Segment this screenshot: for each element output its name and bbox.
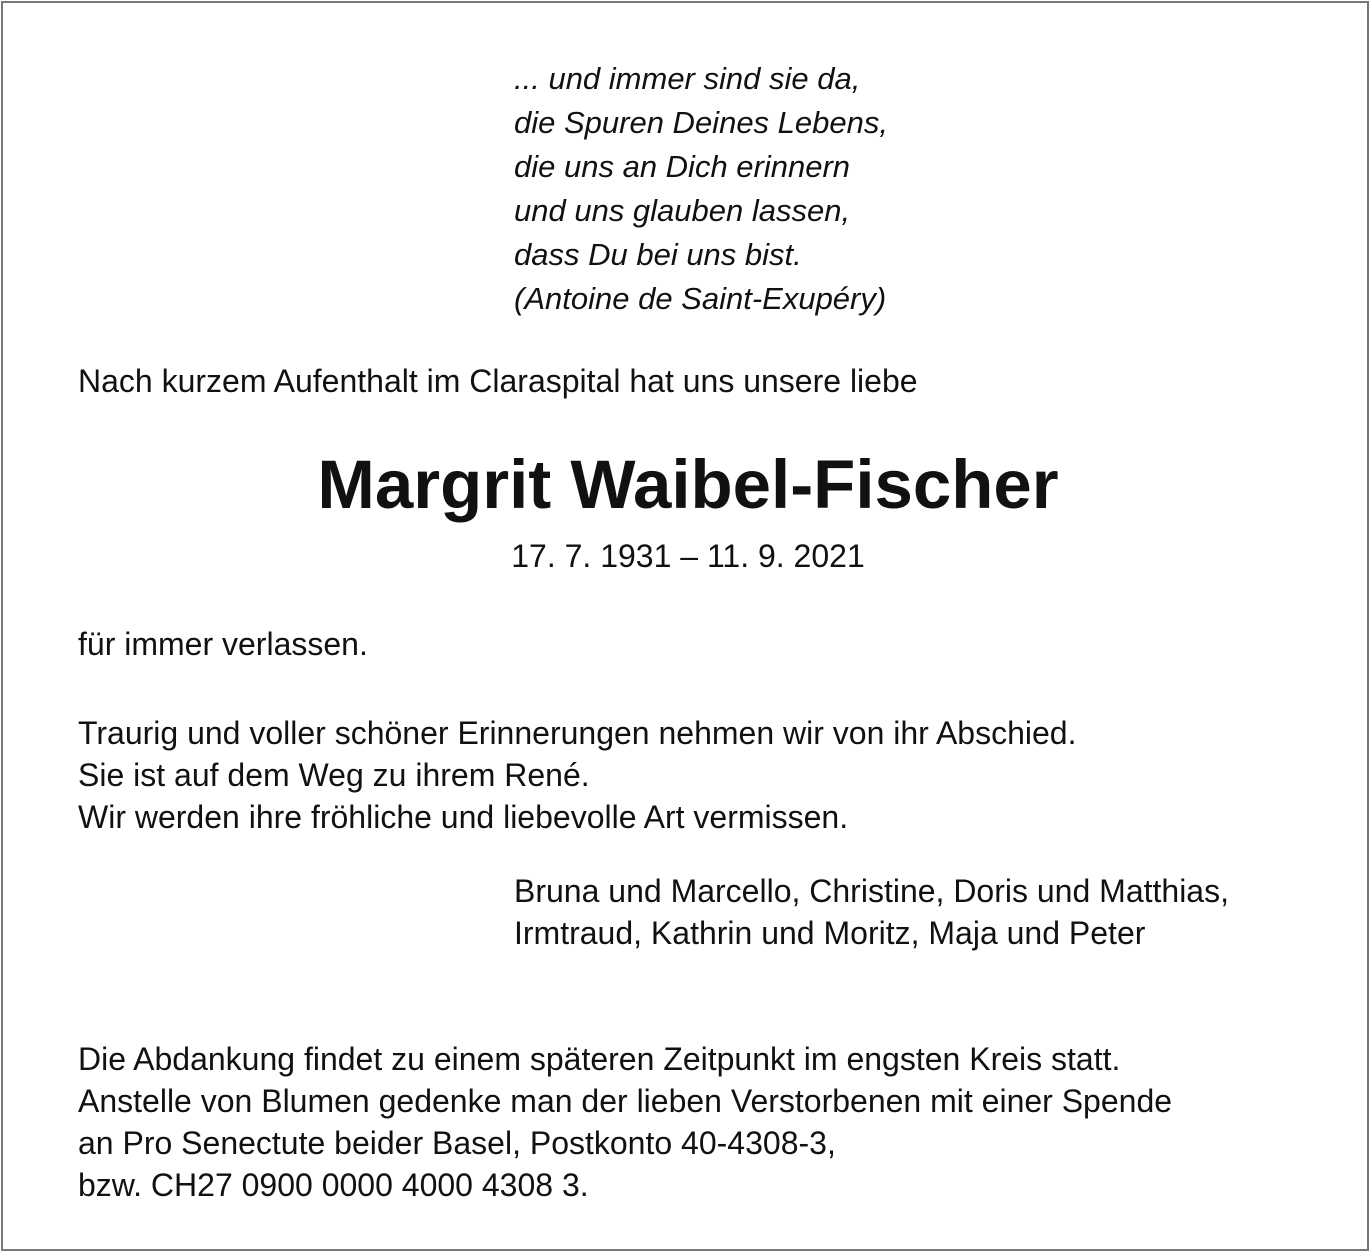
- farewell-line: Sie ist auf dem Weg zu ihrem René.: [78, 757, 590, 793]
- funeral-notice: [78, 1038, 1172, 1206]
- deceased-name: Margrit Waibel-Fischer: [317, 446, 1059, 523]
- motto-line: ... und immer sind sie da,: [514, 61, 861, 96]
- notice-line: Anstelle von Blumen gedenke man der lieben Verstorbenen mit einer Spende: [78, 1083, 1173, 1119]
- motto-line: dass Du bei uns bist.: [514, 237, 802, 272]
- obituary-card: [1, 1, 1369, 1251]
- motto-line: die uns an Dich erinnern: [514, 149, 851, 184]
- notice-line: an Pro Senectute beider Basel, Postkonto 40-4308-3,: [78, 1125, 836, 1161]
- after-name-line: für immer verlassen.: [78, 626, 368, 662]
- farewell-line: Wir werden ihre fröhliche und liebevolle Art vermissen.: [78, 799, 849, 835]
- notice-line: bzw. CH27 0900 0000 4000 4308 3.: [78, 1167, 589, 1203]
- farewell-paragraph: [78, 712, 1076, 838]
- farewell-line: Traurig und voller schöner Erinnerungen nehmen wir von ihr Abschied.: [78, 715, 1077, 751]
- after-name-text: [78, 623, 368, 665]
- intro-text: Nach kurzem Aufenthalt im Claraspital hat uns unsere liebe: [78, 363, 918, 399]
- motto-author: (Antoine de Saint-Exupéry): [514, 281, 887, 316]
- notice-line: Die Abdankung findet zu einem späteren Zeitpunkt im engsten Kreis statt.: [78, 1041, 1121, 1077]
- signers-line: Irmtraud, Kathrin und Moritz, Maja und Peter: [514, 915, 1146, 951]
- signers-block: [514, 870, 1229, 954]
- life-dates: 17. 7. 1931 – 11. 9. 2021: [511, 538, 865, 574]
- motto-line: und uns glauben lassen,: [514, 193, 851, 228]
- motto-quote: [514, 57, 888, 321]
- motto-line: die Spuren Deines Lebens,: [514, 105, 888, 140]
- signers-line: Bruna und Marcello, Christine, Doris und Matthias,: [514, 873, 1229, 909]
